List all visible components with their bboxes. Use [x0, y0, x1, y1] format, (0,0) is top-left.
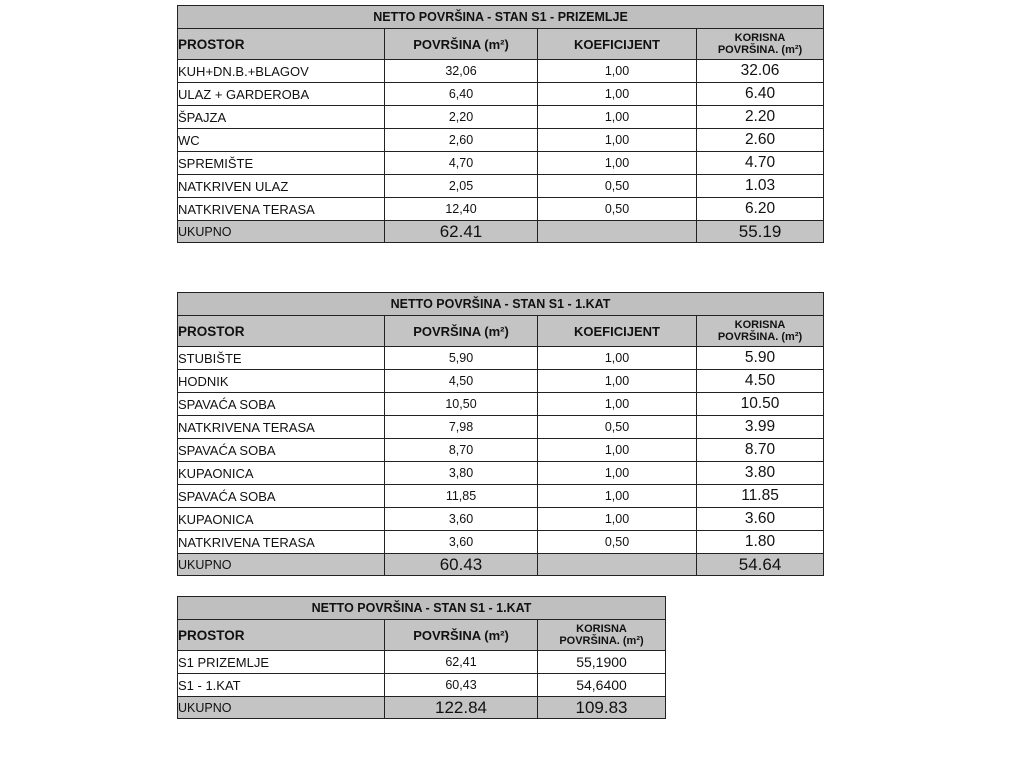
total-korisna: 54.64	[697, 554, 824, 576]
table-1-kat	[177, 292, 824, 576]
header-koeficijent: KOEFICIJENT	[538, 29, 697, 60]
header-korisna-povrsina: KORISNA POVRŠINA. (m²)	[697, 29, 824, 60]
total-label: UKUPNO	[178, 221, 385, 243]
table-row: KUH+DN.B.+BLAGOV 32,06 1,00 32.06	[178, 60, 824, 83]
table-prizemlje	[177, 5, 824, 243]
table-row: ŠPAJZA 2,20 1,00 2.20	[178, 106, 824, 129]
header-povrsina: POVRŠINA (m²)	[385, 620, 538, 651]
table-row: S1 - 1.KAT 60,43 54,6400	[178, 674, 666, 697]
header-povrsina: POVRŠINA (m²)	[385, 29, 538, 60]
table-row: SPREMIŠTE 4,70 1,00 4.70	[178, 152, 824, 175]
table-title: NETTO POVRŠINA - STAN S1 - PRIZEMLJE	[178, 6, 824, 29]
table-row: SPAVAĆA SOBA 11,85 1,00 11.85	[178, 485, 824, 508]
total-label: UKUPNO	[178, 554, 385, 576]
table-summary	[177, 596, 666, 719]
table-row: NATKRIVENA TERASA 12,40 0,50 6.20	[178, 198, 824, 221]
table-row: S1 PRIZEMLJE 62,41 55,1900	[178, 651, 666, 674]
total-label: UKUPNO	[178, 697, 385, 719]
header-prostor: PROSTOR	[178, 620, 385, 651]
table-row: ULAZ + GARDEROBA 6,40 1,00 6.40	[178, 83, 824, 106]
total-row	[178, 554, 824, 576]
total-povrsina: 122.84	[385, 697, 538, 719]
table-row: KUPAONICA 3,80 1,00 3.80	[178, 462, 824, 485]
table-row: STUBIŠTE 5,90 1,00 5.90	[178, 347, 824, 370]
table-row: KUPAONICA 3,60 1,00 3.60	[178, 508, 824, 531]
table-row: SPAVAĆA SOBA 10,50 1,00 10.50	[178, 393, 824, 416]
header-korisna-povrsina: KORISNA POVRŠINA. (m²)	[697, 316, 824, 347]
table-row: WC 2,60 1,00 2.60	[178, 129, 824, 152]
table-row: HODNIK 4,50 1,00 4.50	[178, 370, 824, 393]
table-title: NETTO POVRŠINA - STAN S1 - 1.KAT	[178, 293, 824, 316]
total-row	[178, 221, 824, 243]
total-korisna: 55.19	[697, 221, 824, 243]
table-row: SPAVAĆA SOBA 8,70 1,00 8.70	[178, 439, 824, 462]
table-row: NATKRIVENA TERASA 3,60 0,50 1.80	[178, 531, 824, 554]
header-povrsina: POVRŠINA (m²)	[385, 316, 538, 347]
total-povrsina: 60.43	[385, 554, 538, 576]
table-row: NATKRIVEN ULAZ 2,05 0,50 1.03	[178, 175, 824, 198]
header-korisna-povrsina: KORISNA POVRŠINA. (m²)	[538, 620, 666, 651]
header-prostor: PROSTOR	[178, 29, 385, 60]
table-title: NETTO POVRŠINA - STAN S1 - 1.KAT	[178, 597, 666, 620]
total-korisna: 109.83	[538, 697, 666, 719]
total-povrsina: 62.41	[385, 221, 538, 243]
header-prostor: PROSTOR	[178, 316, 385, 347]
total-row	[178, 697, 666, 719]
header-koeficijent: KOEFICIJENT	[538, 316, 697, 347]
table-row: NATKRIVENA TERASA 7,98 0,50 3.99	[178, 416, 824, 439]
